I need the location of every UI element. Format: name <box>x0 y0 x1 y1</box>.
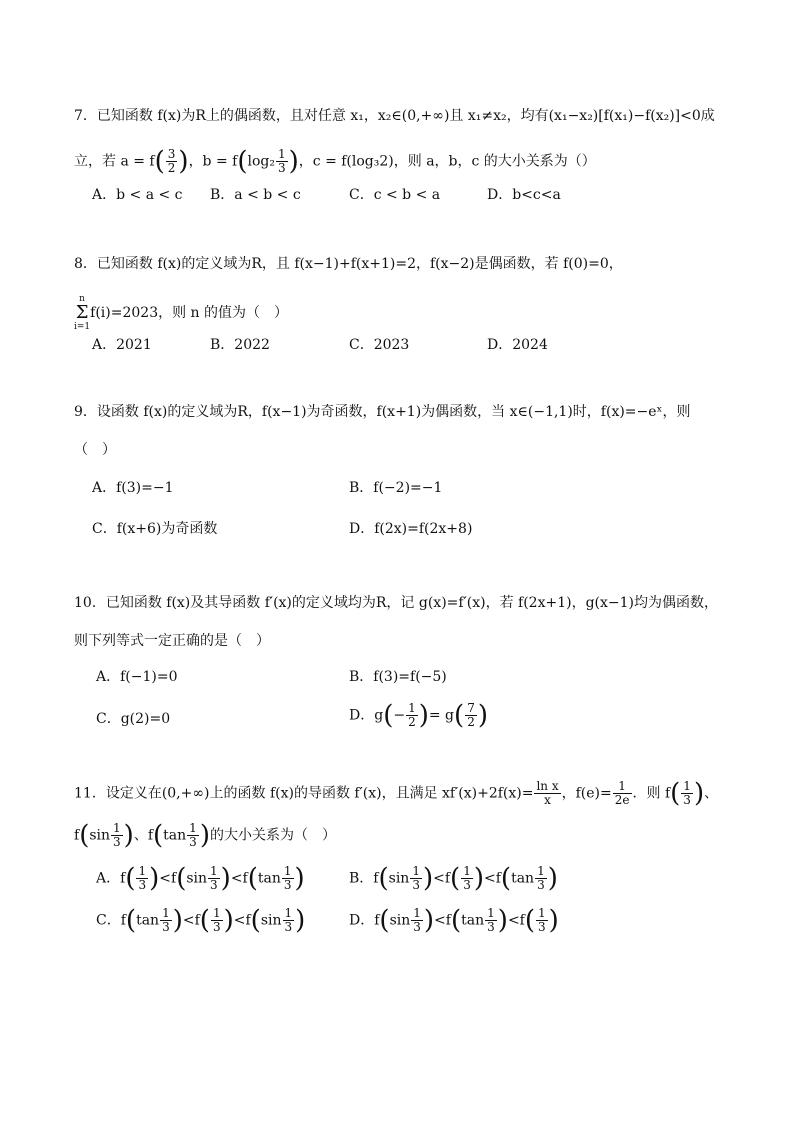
q7-option-a[interactable]: A．b < a < c <box>92 187 183 203</box>
q9-line2: （ ） <box>74 442 116 458</box>
q11-line1: 11．设定义在(0,+∞)上的函数 f(x)的导函数 f′(x)，且满足 xf′(x)+2f(x)= $\frac{\text{ln x}}{x}$ ，f(e)= $\frac{1}{2e}$ ．则 f( $\frac{1}{3}$ )、 <box>74 778 719 809</box>
q10-option-d[interactable]: D．g(− $\frac{1}{2}$ )= g( $\frac{7}{2}$ ) <box>349 700 488 731</box>
q8-line1: 8．已知函数 f(x)的定义域为R，且 f(x−1)+f(x+1)=2，f(x−2)是偶函数，若 f(0)=0， <box>74 256 623 272</box>
q9-option-a[interactable]: A．f(3)=−1 <box>92 480 174 496</box>
q10-option-c[interactable]: C．g(2)=0 <box>96 711 171 727</box>
q9-option-d[interactable]: D．f(2x)=f(2x+8) <box>349 521 473 537</box>
q7-option-d[interactable]: D．b<c<a <box>487 187 561 203</box>
q10-option-b[interactable]: B．f(3)=f(−5) <box>349 669 447 685</box>
q7-c-def: ，c = f(log₃2)，则 a，b，c 的大小关系为（） <box>298 153 596 170</box>
q10-option-a[interactable]: A．f(−1)=0 <box>96 669 178 685</box>
q11-line2: f(sin $\frac{1}{3}$ )、f(tan $\frac{1}{3}$ )的大小关系为（ ） <box>74 820 336 851</box>
log-text: log₂ <box>247 153 275 170</box>
fraction: $\frac{1}{2}$ <box>408 701 416 729</box>
q9-option-b[interactable]: B．f(−2)=−1 <box>349 480 443 496</box>
q8-line2: n Σ i=1f(i)=2023，则 n 的值为（ ） <box>74 294 289 332</box>
q8-option-c[interactable]: C．2023 <box>349 337 410 353</box>
fraction: $\frac{\text{ln x}}{x}$ <box>536 779 559 807</box>
fraction: $\frac{1}{3}$ <box>683 779 691 807</box>
q11-option-c[interactable]: C．f(tan $\frac{1}{3}$ )<f( $\frac{1}{3}$ )<f(sin $\frac{1}{3}$ ) <box>96 905 306 936</box>
q7-a-def: 立，若 a = f <box>74 153 155 170</box>
q7-option-c[interactable]: C．c < b < a <box>349 187 441 203</box>
q9-option-c[interactable]: C．f(x+6)为奇函数 <box>92 521 218 537</box>
q7-line2: 立，若 a = f( $\frac{3}{2}$ )，b = f(log₂ $\frac{1}{3}$ )，c = f(log₃2)，则 a，b，c 的大小关系为（） <box>74 146 596 177</box>
fraction: $\frac{3}{2}$ <box>167 147 176 175</box>
q9-line1: 9．设函数 f(x)的定义域为R，f(x−1)为奇函数，f(x+1)为偶函数，当 x∈(−1,1)时，f(x)=−eˣ，则 <box>74 404 691 420</box>
fraction: $\frac{7}{2}$ <box>467 701 475 729</box>
q11-option-a[interactable]: A．f( $\frac{1}{3}$ )<f(sin $\frac{1}{3}$ )<f(tan $\frac{1}{3}$ ) <box>96 863 305 894</box>
q11-option-d[interactable]: D．f(sin $\frac{1}{3}$ )<f(tan $\frac{1}{3}$ )<f( $\frac{1}{3}$ ) <box>349 905 559 936</box>
summation-sign: n Σ i=1 <box>74 294 91 332</box>
q7-b-def: ，b = f <box>188 153 238 170</box>
q8-option-a[interactable]: A．2021 <box>92 337 152 353</box>
fraction: $\frac{1}{3}$ <box>277 147 286 175</box>
q11-option-b[interactable]: B．f(sin $\frac{1}{3}$ )<f( $\frac{1}{3}$ )<f(tan $\frac{1}{3}$ ) <box>349 863 558 894</box>
fraction: $\frac{1}{2e}$ <box>614 779 630 807</box>
q7-option-b[interactable]: B．a < b < c <box>210 187 301 203</box>
q7-line1: 7．已知函数 f(x)为R上的偶函数，且对任意 x₁，x₂∈(0,+∞)且 x₁≠x₂，均有(x₁−x₂)[f(x₁)−f(x₂)]<0成 <box>74 108 715 124</box>
q8-option-b[interactable]: B．2022 <box>210 337 270 353</box>
q10-line1: 10．已知函数 f(x)及其导函数 f′(x)的定义域均为R，记 g(x)=f′(x)，若 f(2x+1)，g(x−1)均为偶函数， <box>74 595 718 611</box>
q10-line2: 则下列等式一定正确的是（ ） <box>74 633 270 649</box>
q8-option-d[interactable]: D．2024 <box>487 337 548 353</box>
